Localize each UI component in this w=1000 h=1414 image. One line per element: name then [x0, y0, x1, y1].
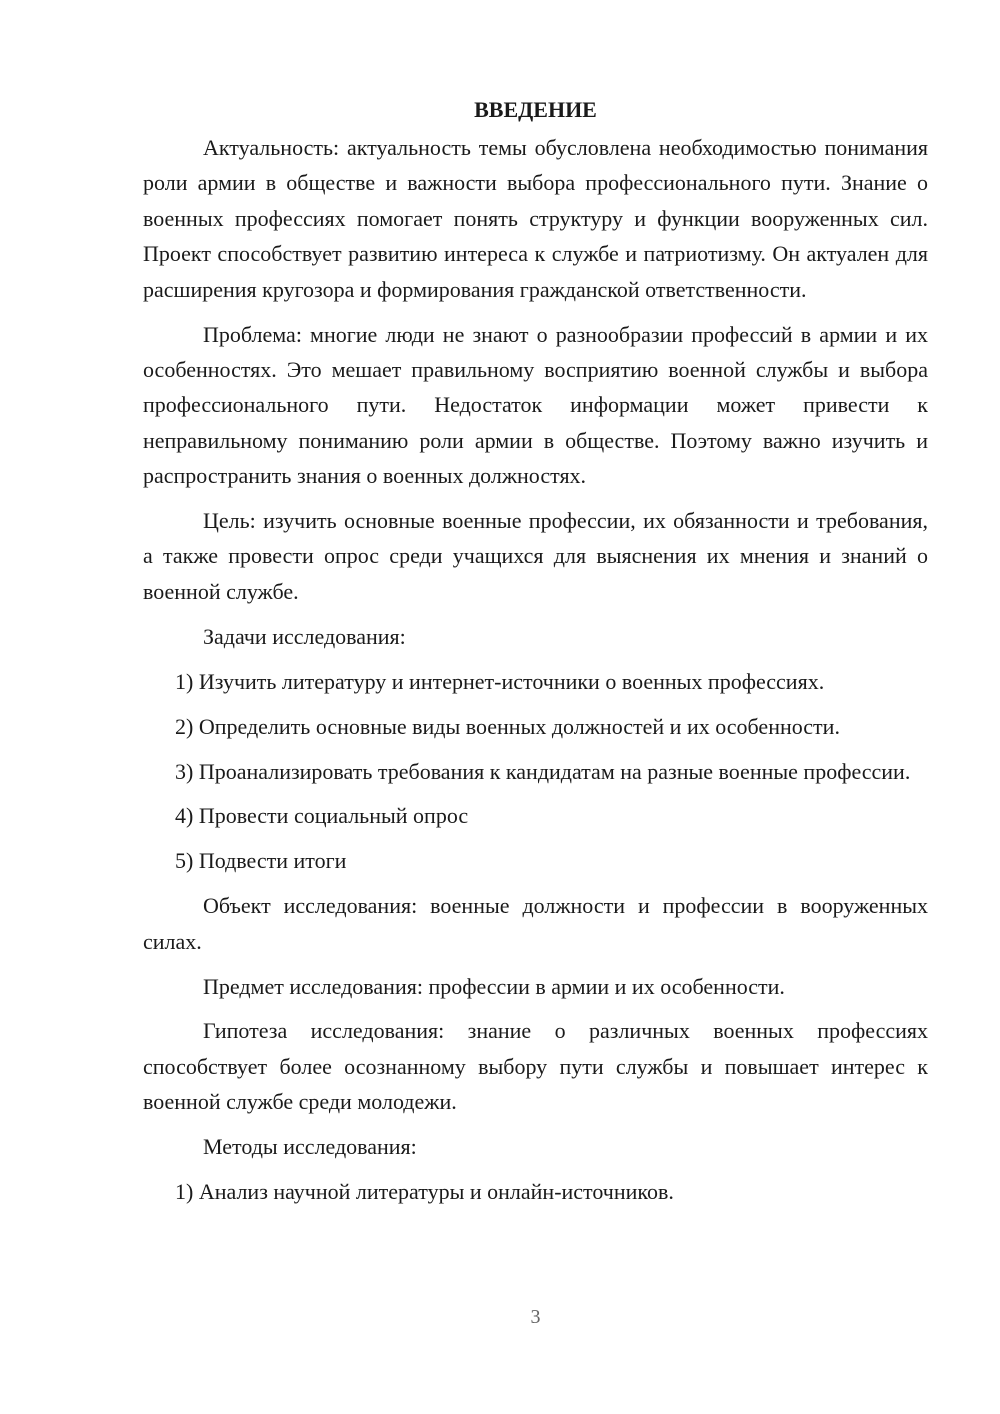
goal-paragraph: Цель: изучить основные военные профессии, их обязанности и требования, а также провести опрос среди учащихся для выяснения их мнения и знаний о военной службе. [143, 508, 928, 604]
methods-title: Методы исследования: [203, 1134, 417, 1160]
problem-paragraph: Проблема: многие люди не знают о разнообразии профессий в армии и их особенностях. Это мешает правильному восприятию военной службы и выбора профессионального пути. Недостаток информации может привести к неправильному пониманию роли армии в обществе. Поэтому важно изучить и распространить знания о военных должностях. [143, 321, 928, 489]
page-title: ВВЕДЕНИЕ [474, 97, 597, 122]
task-item: 4) Провести социальный опрос [175, 803, 469, 829]
task-item: 2) Определить основные виды военных должностей и их особенности. [175, 713, 840, 739]
method-item: 1) Анализ научной литературы и онлайн-источников. [175, 1179, 674, 1205]
page-number: 3 [530, 1306, 541, 1328]
task-item: 3) Проанализировать требования к кандидатам на разные военные профессии. [175, 758, 911, 784]
relevance-paragraph: Актуальность: актуальность темы обусловлена необходимостью понимания роли армии в обществе и важности выбора профессионального пути. Знание о военных профессиях помогает понять структуру и функции вооруженных сил. Проект способствует развитию интереса к службе и патриотизму. Он актуален для расширения кругозора и формирования гражданской ответственности. [143, 135, 928, 302]
task-item: 1) Изучить литературу и интернет-источники о военных профессиях. [175, 668, 825, 694]
object-paragraph: Объект исследования: военные должности и профессии в вооруженных силах. [143, 893, 928, 954]
hypothesis-paragraph: Гипотеза исследования: знание о различных военных профессиях способствует более осознанному выбору пути службы и повышает интерес к военной службе среди молодежи. [143, 1018, 928, 1115]
task-item: 5) Подвести итоги [175, 848, 347, 874]
tasks-title: Задачи исследования: [203, 623, 406, 649]
subject-paragraph: Предмет исследования: профессии в армии и их особенности. [203, 973, 785, 999]
document-page [143, 92, 928, 1219]
